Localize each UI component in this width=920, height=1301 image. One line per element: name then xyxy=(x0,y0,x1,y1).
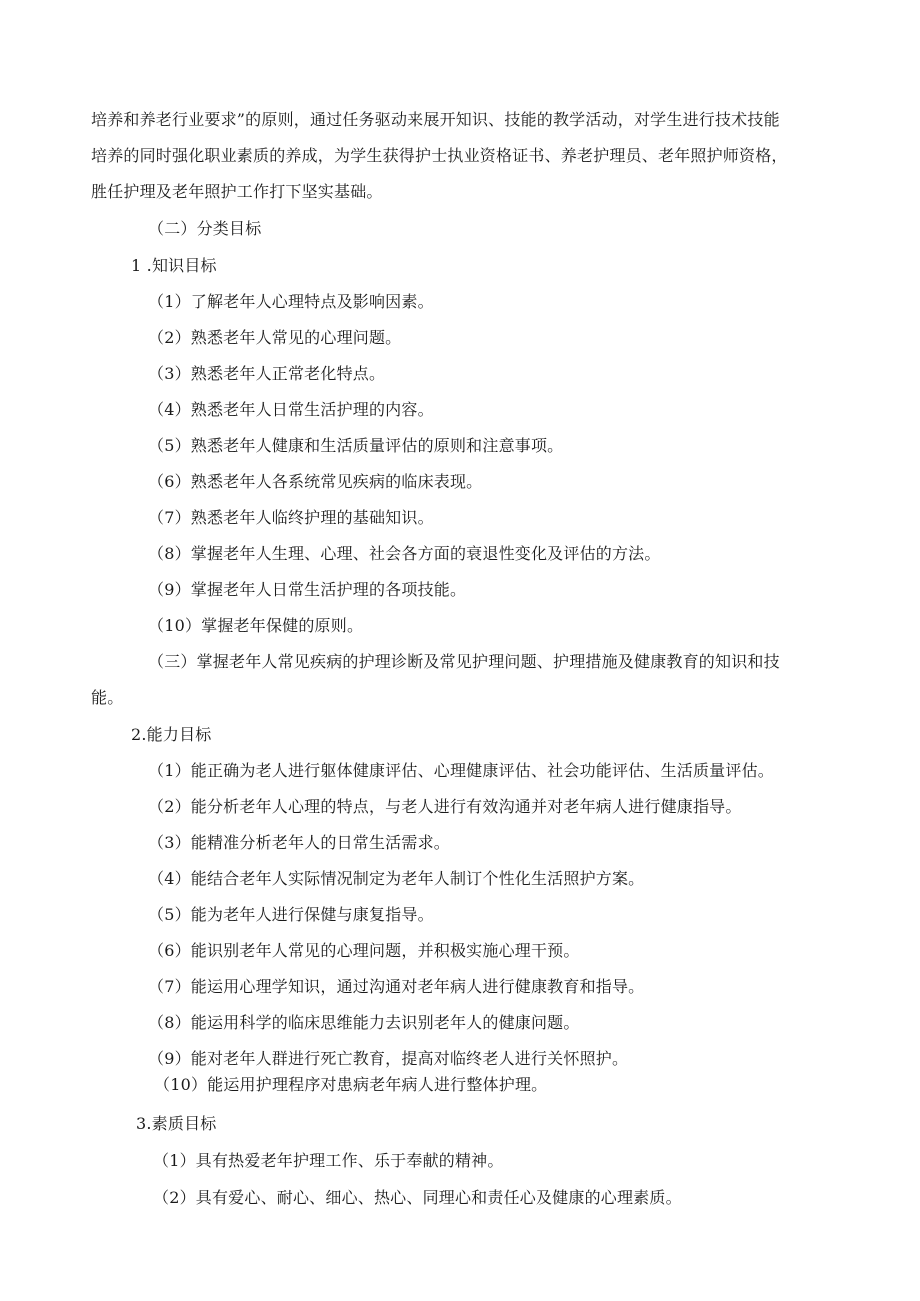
ability-item: （8）能运用科学的临床思维能力去识别老年人的健康问题。 xyxy=(148,1013,580,1032)
quality-item: （1）具有热爱老年护理工作、乐于奉献的精神。 xyxy=(153,1151,504,1170)
ability-item: （10）能运用护理程序对患病老年病人进行整体护理。 xyxy=(154,1075,548,1094)
ability-goals-heading: 2.能力目标 xyxy=(131,725,212,744)
ability-item: （7）能运用心理学知识，通过沟通对老年病人进行健康教育和指导。 xyxy=(148,977,645,996)
knowledge-item: （1）了解老年人心理特点及影响因素。 xyxy=(148,292,434,311)
quality-item: （2）具有爱心、耐心、细心、热心、同理心和责任心及健康的心理素质。 xyxy=(153,1188,682,1207)
knowledge-item: （7）熟悉老年人临终护理的基础知识。 xyxy=(148,508,434,527)
ability-item: （3）能精准分析老年人的日常生活需求。 xyxy=(148,833,450,852)
knowledge-item: （4）熟悉老年人日常生活护理的内容。 xyxy=(148,400,434,419)
knowledge-extra-line-2: 能。 xyxy=(91,688,124,707)
knowledge-item: （5）熟悉老年人健康和生活质量评估的原则和注意事项。 xyxy=(148,436,564,455)
knowledge-item: （6）熟悉老年人各系统常见疾病的临床表现。 xyxy=(148,472,483,491)
ability-item: （6）能识别老年人常见的心理问题，并积极实施心理干预。 xyxy=(148,941,580,960)
intro-line-2: 培养的同时强化职业素质的养成，为学生获得护士执业资格证书、养老护理员、老年照护师资格， xyxy=(91,146,788,165)
knowledge-item: （9）掌握老年人日常生活护理的各项技能。 xyxy=(148,580,467,599)
ability-item: （2）能分析老年人心理的特点，与老人进行有效沟通并对老年病人进行健康指导。 xyxy=(148,797,742,816)
quality-goals-heading: 3.素质目标 xyxy=(136,1114,217,1133)
knowledge-item: （3）熟悉老年人正常老化特点。 xyxy=(148,364,386,383)
ability-item: （9）能对老年人群进行死亡教育，提高对临终老人进行关怀照护。 xyxy=(148,1049,629,1068)
knowledge-extra-line-1: （三）掌握老年人常见疾病的护理诊断及常见护理问题、护理措施及健康教育的知识和技 xyxy=(148,652,780,671)
ability-item: （4）能结合老年人实际情况制定为老年人制订个性化生活照护方案。 xyxy=(148,869,645,888)
intro-line-1: 培养和养老行业要求”的原则，通过任务驱动来展开知识、技能的教学活动，对学生进行技术技能 xyxy=(91,110,780,129)
knowledge-item: （2）熟悉老年人常见的心理问题。 xyxy=(148,328,402,347)
ability-item: （1）能正确为老人进行躯体健康评估、心理健康评估、社会功能评估、生活质量评估。 xyxy=(148,761,774,780)
intro-line-3: 胜任护理及老年照护工作打下坚实基础。 xyxy=(91,182,383,201)
knowledge-item: （8）掌握老年人生理、心理、社会各方面的衰退性变化及评估的方法。 xyxy=(148,544,661,563)
knowledge-item: （10）掌握老年保健的原则。 xyxy=(148,616,364,635)
knowledge-goals-heading: 1 .知识目标 xyxy=(131,256,217,275)
section-heading-classified-goals: （二）分类目标 xyxy=(148,219,262,238)
ability-item: （5）能为老年人进行保健与康复指导。 xyxy=(148,905,434,924)
